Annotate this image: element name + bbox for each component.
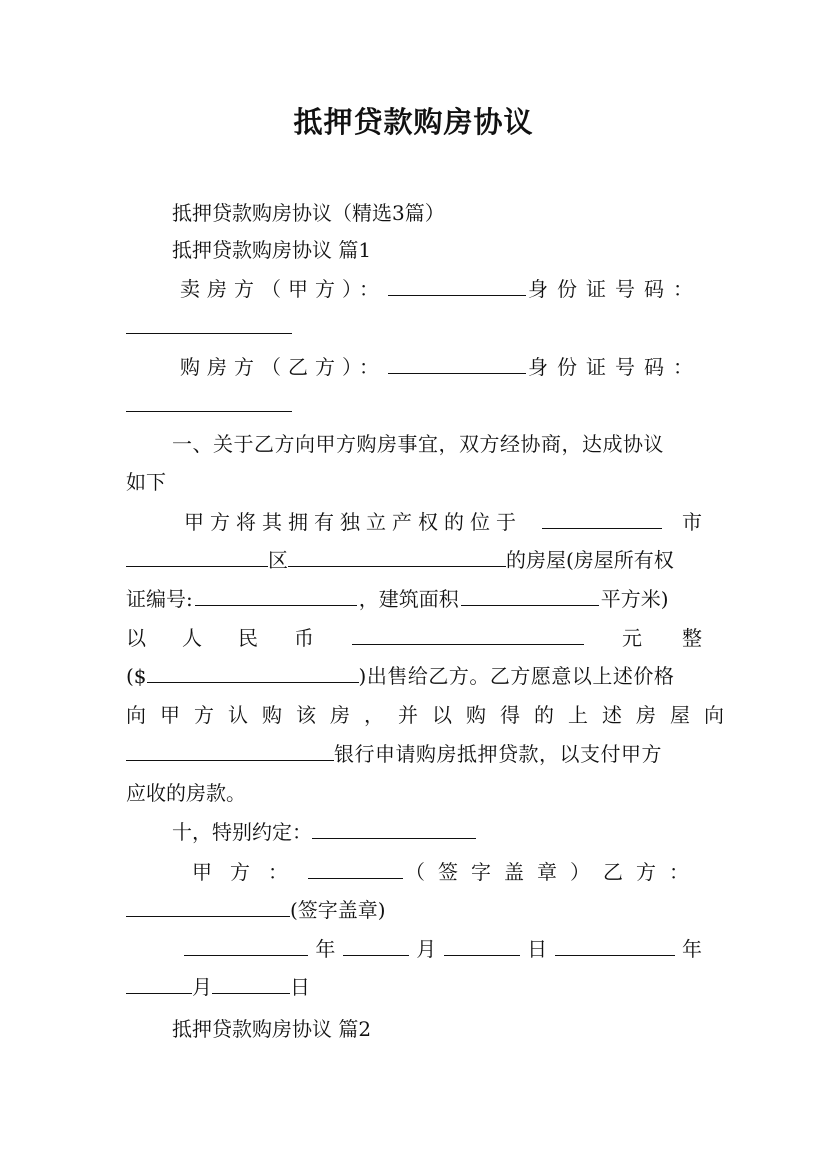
clause1-line1 (126, 427, 702, 461)
year-a-label: 年 (315, 937, 336, 961)
signature-row (192, 855, 702, 889)
price-rmb-blank[interactable] (352, 622, 584, 645)
party-a-seal-label: （签字盖章）乙方： (405, 860, 702, 884)
clause10-row (126, 815, 702, 849)
body-line-3 (126, 582, 702, 616)
part1-heading-text: 抵押贷款购房协议 篇1 (172, 238, 372, 262)
subtitle (126, 196, 702, 230)
month-b-label: 月 (192, 975, 212, 999)
signature-row-2 (126, 893, 702, 927)
seller-id-row (126, 310, 702, 344)
district-blank[interactable] (126, 544, 268, 567)
bank-blank[interactable] (126, 738, 334, 761)
body-l3-unit: 平方米) (600, 587, 669, 611)
year-b-label: 年 (681, 937, 702, 961)
clause1-text-2: 如下 (126, 470, 166, 494)
body-l5-dollar: ($ (126, 664, 147, 688)
body-line-4 (126, 621, 702, 655)
body-line-5 (126, 659, 702, 693)
month-a-blank[interactable] (343, 933, 409, 956)
body-l5-text: )出售给乙方。乙方愿意以上述价格 (358, 664, 675, 688)
address-blank[interactable] (288, 544, 506, 567)
body-l6-text: 向甲方认购该房，并以购得的上述房屋向 (126, 703, 738, 727)
cert-no-blank[interactable] (195, 583, 357, 606)
buyer-row (180, 350, 702, 384)
party-b-seal-label: (签字盖章) (290, 898, 386, 922)
buyer-id-blank[interactable] (126, 389, 292, 412)
price-usd-blank[interactable] (147, 660, 359, 683)
body-l3-area: ，建筑面积 (358, 587, 459, 611)
year-a-blank[interactable] (184, 933, 308, 956)
day-b-blank[interactable] (212, 971, 290, 994)
body-line-6 (126, 698, 738, 732)
body-l3-cert: 证编号: (126, 587, 193, 611)
day-a-blank[interactable] (444, 933, 520, 956)
part2-heading-text: 抵押贷款购房协议 篇2 (172, 1017, 372, 1041)
body-line-7 (126, 737, 702, 771)
month-a-label: 月 (416, 937, 437, 961)
buyer-id-label: 身份证号码： (528, 355, 702, 379)
document-title: 抵押贷款购房协议 (293, 105, 534, 139)
buyer-id-row (126, 388, 702, 422)
clause1-text-1: 一、关于乙方向甲方购房事宜，双方经协商，达成协议 (172, 432, 664, 456)
part1-heading (126, 233, 702, 267)
body-l8-text: 应收的房款。 (126, 781, 246, 805)
part2-heading (126, 1012, 702, 1046)
area-blank[interactable] (461, 583, 599, 606)
seller-id-blank[interactable] (126, 311, 292, 334)
seller-id-label: 身份证号码： (528, 277, 702, 301)
body-line-1 (184, 505, 702, 539)
date-row (182, 932, 702, 966)
body-l2-district: 区 (268, 548, 288, 572)
seller-label: 卖房方（甲方）： (180, 277, 386, 301)
party-a-sign-blank[interactable] (308, 856, 403, 879)
buyer-label: 购房方（乙方）： (180, 355, 386, 379)
body-l7-text: 银行申请购房抵押贷款，以支付甲方 (334, 742, 662, 766)
body-l2-text: 的房屋(房屋所有权 (506, 548, 674, 572)
month-b-blank[interactable] (126, 971, 192, 994)
day-b-label: 日 (290, 975, 310, 999)
clause10-label: 十，特别约定： (172, 820, 312, 844)
body-l4-text: 以 人 民 币 (126, 626, 314, 650)
seller-row (180, 272, 702, 306)
seller-name-blank[interactable] (388, 273, 526, 296)
buyer-name-blank[interactable] (388, 351, 526, 374)
body-line-2 (126, 543, 702, 577)
city-blank[interactable] (542, 506, 662, 529)
special-terms-blank[interactable] (312, 816, 476, 839)
body-line-8 (126, 776, 702, 810)
day-a-label: 日 (527, 937, 548, 961)
clause1-line2 (126, 465, 702, 499)
year-b-blank[interactable] (555, 933, 675, 956)
body-l1-city: 市 (682, 510, 702, 534)
party-a-label: 甲方： (192, 860, 306, 884)
date-row-2 (126, 970, 702, 1004)
body-l1-text: 甲方将其拥有独立产权的位于 (184, 510, 522, 534)
subtitle-text: 抵押贷款购房协议（精选3篇） (172, 201, 445, 225)
body-l4-yuan: 元 整 (622, 626, 702, 650)
party-b-sign-blank[interactable] (126, 894, 290, 917)
